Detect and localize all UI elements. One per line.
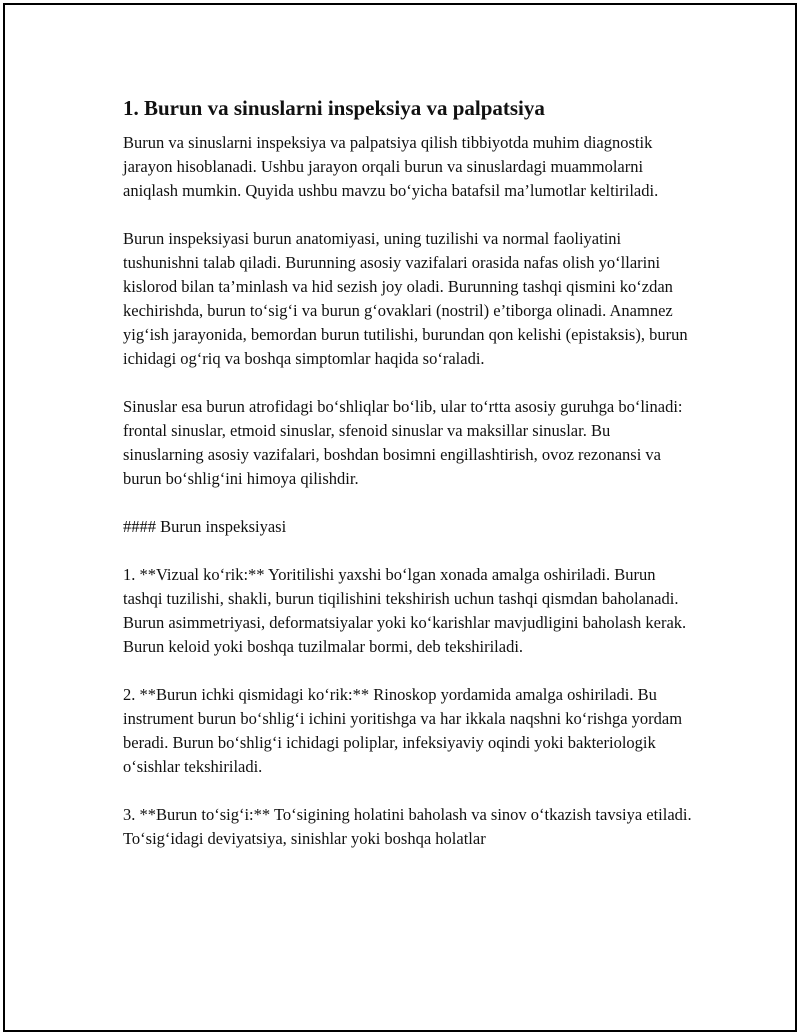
list-item-septum: 3. **Burun to‘sig‘i:** To‘sigining holatini baholash va sinov o‘tkazish tavsiya etiladi. To‘sig‘idagi deviyatsiya, sinishlar yoki boshqa holatlar <box>123 805 692 848</box>
paragraph-sinuses: Sinuslar esa burun atrofidagi bo‘shliqlar bo‘lib, ular to‘rtta asosiy guruhga bo‘linadi: frontal sinuslar, etmoid sinuslar, sfenoid sinuslar va maksillar sinuslar. Bu sinuslarning asosiy vazifalari, boshdan bosimni engillashtirish, ovoz rezonansi va burun bo‘shlig‘ini himoya qilishdir. <box>123 397 683 488</box>
paragraph-intro: Burun va sinuslarni inspeksiya va palpatsiya qilish tibbiyotda muhim diagnostik jarayon hisoblanadi. Ushbu jarayon orqali burun va sinuslardagi muammolarni aniqlash mumkin. Quyida ushbu mavzu bo‘yicha batafsil ma’lumotlar keltiriladi. <box>123 133 659 200</box>
document-page <box>3 3 797 1032</box>
paragraph-nose-inspection: Burun inspeksiyasi burun anatomiyasi, uning tuzilishi va normal faoliyatini tushunishni talab qiladi. Burunning asosiy vazifalari orasida nafas olish yo‘llarini kislorod bilan ta’minlash va hid sezish joy oladi. Burunning tashqi qismini ko‘zdan kechirishda, burun to‘sig‘i va burun g‘ovaklari (nostril) e’tiborga olinadi. Anamnez yig‘ish jarayonida, bemordan burun tutilishi, burundan qon kelishi (epistaksis), burun ichidagi og‘riq va boshqa simptomlar haqida so‘raladi. <box>123 229 688 368</box>
list-item-visual-exam: 1. **Vizual ko‘rik:** Yoritilishi yaxshi bo‘lgan xonada amalga oshiriladi. Burun tashqi tuzilishi, shakli, burun tiqilishini tekshirish uchun tashqi qismdan baholanadi. Burun asimmetriyasi, deformatsiyalar yoki ko‘karishlar mavjudligini baholash kerak. Burun keloid yoki boshqa tuzilmalar bormi, deb tekshiriladi. <box>123 565 687 656</box>
list-item-internal-exam: 2. **Burun ichki qismidagi ko‘rik:** Rinoskop yordamida amalga oshiriladi. Bu instrument burun bo‘shlig‘i ichini yoritishga va har ikkala naqshni ko‘rishga yordam beradi. Burun bo‘shlig‘i ichidagi poliplar, infeksiyaviy oqindi yoki bakteriologik o‘sishlar tekshiriladi. <box>123 685 683 776</box>
section-heading-markdown: #### Burun inspeksiyasi <box>123 517 287 536</box>
document-body <box>123 95 693 851</box>
document-title: 1. Burun va sinuslarni inspeksiya va palpatsiya <box>123 96 545 120</box>
